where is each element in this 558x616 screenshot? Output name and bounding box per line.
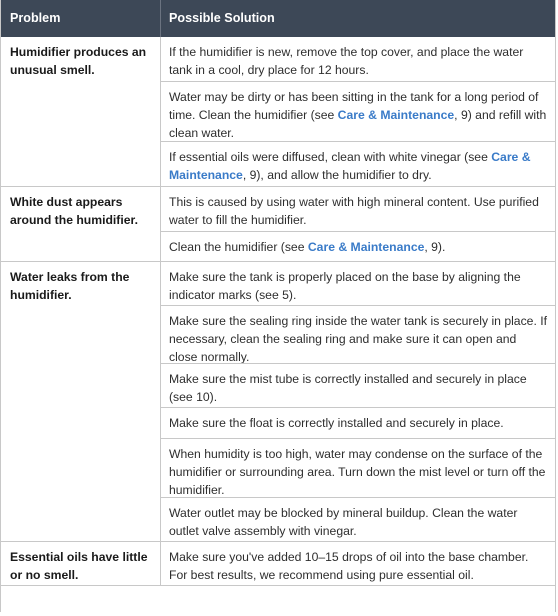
- table-row: [0, 187, 556, 262]
- solution-text: , 9), and allow the humidifier to dry.: [242, 168, 432, 182]
- care-maintenance-link[interactable]: Care & Maintenance: [307, 240, 425, 254]
- solution-item: [161, 232, 556, 261]
- solution-item: [161, 37, 556, 82]
- table-row: [0, 542, 556, 586]
- solution-text: If essential oils were diffused, clean with white vinegar (see: [169, 150, 492, 164]
- solution-text: Make sure you've added 10–15 drops of oil into the base chamber. For best results, we recommend using pure essential oil.: [169, 550, 529, 582]
- solution-text: Make sure the float is correctly installed and securely in place.: [169, 416, 504, 430]
- solution-item: [161, 364, 556, 408]
- solutions-cell: [161, 187, 556, 261]
- solution-item: [161, 142, 556, 186]
- solution-text: Water may be dirty or has been sitting in the tank for a long period of time. Clean the humidifier (see: [169, 90, 539, 122]
- solution-text: Make sure the mist tube is correctly installed and securely in place (see 10).: [169, 372, 527, 404]
- solution-text: , 9) and refill with clean water.: [169, 108, 547, 140]
- solution-item: [161, 187, 556, 232]
- solutions-cell: [161, 262, 556, 541]
- table-row: [0, 262, 556, 542]
- solution-text: Water outlet may be blocked by mineral buildup. Clean the water outlet valve assembly with vinegar.: [169, 506, 518, 538]
- solution-item: [161, 306, 556, 364]
- solution-text: Make sure the sealing ring inside the water tank is securely in place. If necessary, clean the sealing ring and make sure it can open and close normally.: [169, 314, 548, 364]
- solution-item: [161, 262, 556, 306]
- problem-cell: Water leaks from the humidifier.: [0, 262, 161, 541]
- problem-cell: Essential oils have little or no smell.: [0, 542, 161, 585]
- solutions-cell: [161, 542, 556, 585]
- problem-cell: White dust appears around the humidifier.: [0, 187, 161, 261]
- solution-text: This is caused by using water with high mineral content. Use purified water to fill the humidifier.: [169, 195, 539, 227]
- solution-item: [161, 408, 556, 439]
- table-row: [0, 37, 556, 187]
- solutions-cell: [161, 37, 556, 186]
- problem-cell: Humidifier produces an unusual smell.: [0, 37, 161, 186]
- solution-text: Make sure the tank is properly placed on the base by aligning the indicator marks (see 5).: [169, 270, 521, 302]
- solution-text: When humidity is too high, water may condense on the surface of the humidifier or surrounding area. Turn down the mist level or turn off the humidifier.: [169, 447, 546, 497]
- header-problem: Problem: [0, 0, 161, 37]
- solution-text: If the humidifier is new, remove the top cover, and place the water tank in a cool, dry place for 12 hours.: [169, 45, 524, 77]
- solution-item: [161, 542, 556, 585]
- header-possible-solution: Possible Solution: [169, 11, 275, 25]
- solution-item: [161, 498, 556, 541]
- table-header: [0, 0, 556, 37]
- solution-text: Clean the humidifier (see: [169, 240, 308, 254]
- care-maintenance-link[interactable]: Care & Maintenance: [169, 150, 531, 182]
- solution-item: [161, 439, 556, 498]
- solution-item: [161, 82, 556, 142]
- care-maintenance-link[interactable]: Care & Maintenance: [337, 108, 455, 122]
- solution-text: , 9).: [424, 240, 446, 254]
